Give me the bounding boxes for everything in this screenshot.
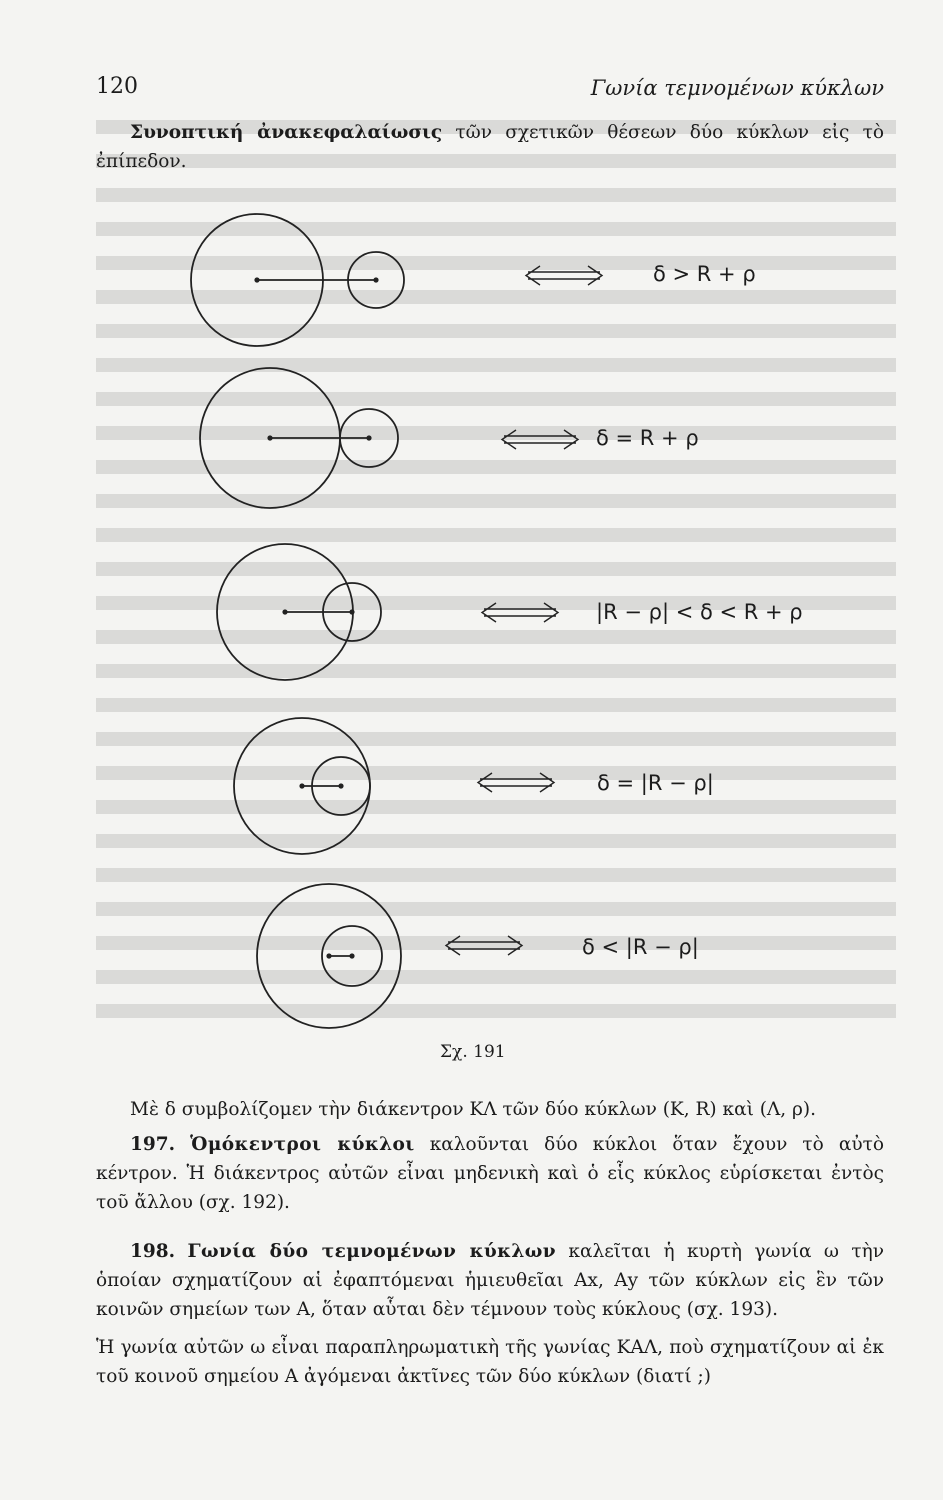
double-arrow-icon (526, 266, 602, 285)
page-number: 120 (96, 74, 138, 99)
summary-text: τῶν σχετικῶν θέσεων δύο κύκλων εἰς τὸ ἐπίπεδον. (96, 122, 884, 172)
section-197 (96, 1130, 884, 1217)
double-arrow-icon (446, 936, 522, 955)
closing-text: Ἡ γωνία αὐτῶν ω εἶναι παραπληρωματικὴ τῆς γωνίας ΚΑΛ, ποὺ σχηματίζουν αἱ ἐκ τοῦ κοινοῦ σημείου Α ἀγόμεναι ἀκτῖνες τῶν δύο κύκλων (διατί ;) (96, 1337, 884, 1387)
double-arrow-icon (482, 603, 558, 622)
section-198-number: 198. (130, 1241, 176, 1262)
equivalence-arrows (446, 266, 602, 955)
relation-1: δ > R + ρ (653, 262, 756, 286)
summary-heading: Συνοπτική ἀνακεφαλαίωσις (130, 122, 443, 143)
double-arrow-icon (478, 773, 554, 792)
section-197-text: καλοῦνται δύο κύκλοι ὅταν ἔχουν τὸ αὐτὸ κέντρον. Ἡ διάκεντρος αὐτῶν εἶναι μηδενικὴ καὶ ὁ εἷς κύκλος εὑρίσκεται ἐντὸς τοῦ ἄλλου (σχ. 192). (96, 1134, 884, 1213)
relation-4: δ = |R − ρ| (597, 771, 714, 795)
section-198-text: καλεῖται ἡ κυρτὴ γωνία ω τὴν ὁποίαν σχηματίζουν αἱ ἐφαπτόμεναι ἡμιευθεῖαι Αx, Αy τῶν κύκλων εἰς ἓν τῶν κοινῶν σημείων των Α, ὅταν αὗται δὲν τέμνουν τοὺς κύκλους (σχ. 193). (96, 1241, 884, 1320)
running-title: Γωνία τεμνομένων κύκλων (590, 76, 884, 100)
figure-caption: Σχ. 191 (440, 1042, 506, 1062)
section-198-title: Γωνία δύο τεμνομένων κύκλων (187, 1241, 556, 1262)
section-197-number: 197. (130, 1134, 176, 1155)
section-198 (96, 1237, 884, 1324)
relation-2: δ = R + ρ (596, 426, 699, 450)
double-arrow-icon (502, 430, 578, 449)
relation-5: δ < |R − ρ| (582, 935, 699, 959)
section-197-title: Ὁμόκεντροι κύκλοι (190, 1134, 415, 1155)
relation-3: |R − ρ| < δ < R + ρ (596, 600, 803, 624)
center-distance-note: Μὲ δ συμβολίζομεν τὴν διάκεντρον ΚΛ τῶν δύο κύκλων (Κ, R) καὶ (Λ, ρ). (130, 1099, 817, 1120)
closing-paragraph (96, 1333, 884, 1391)
